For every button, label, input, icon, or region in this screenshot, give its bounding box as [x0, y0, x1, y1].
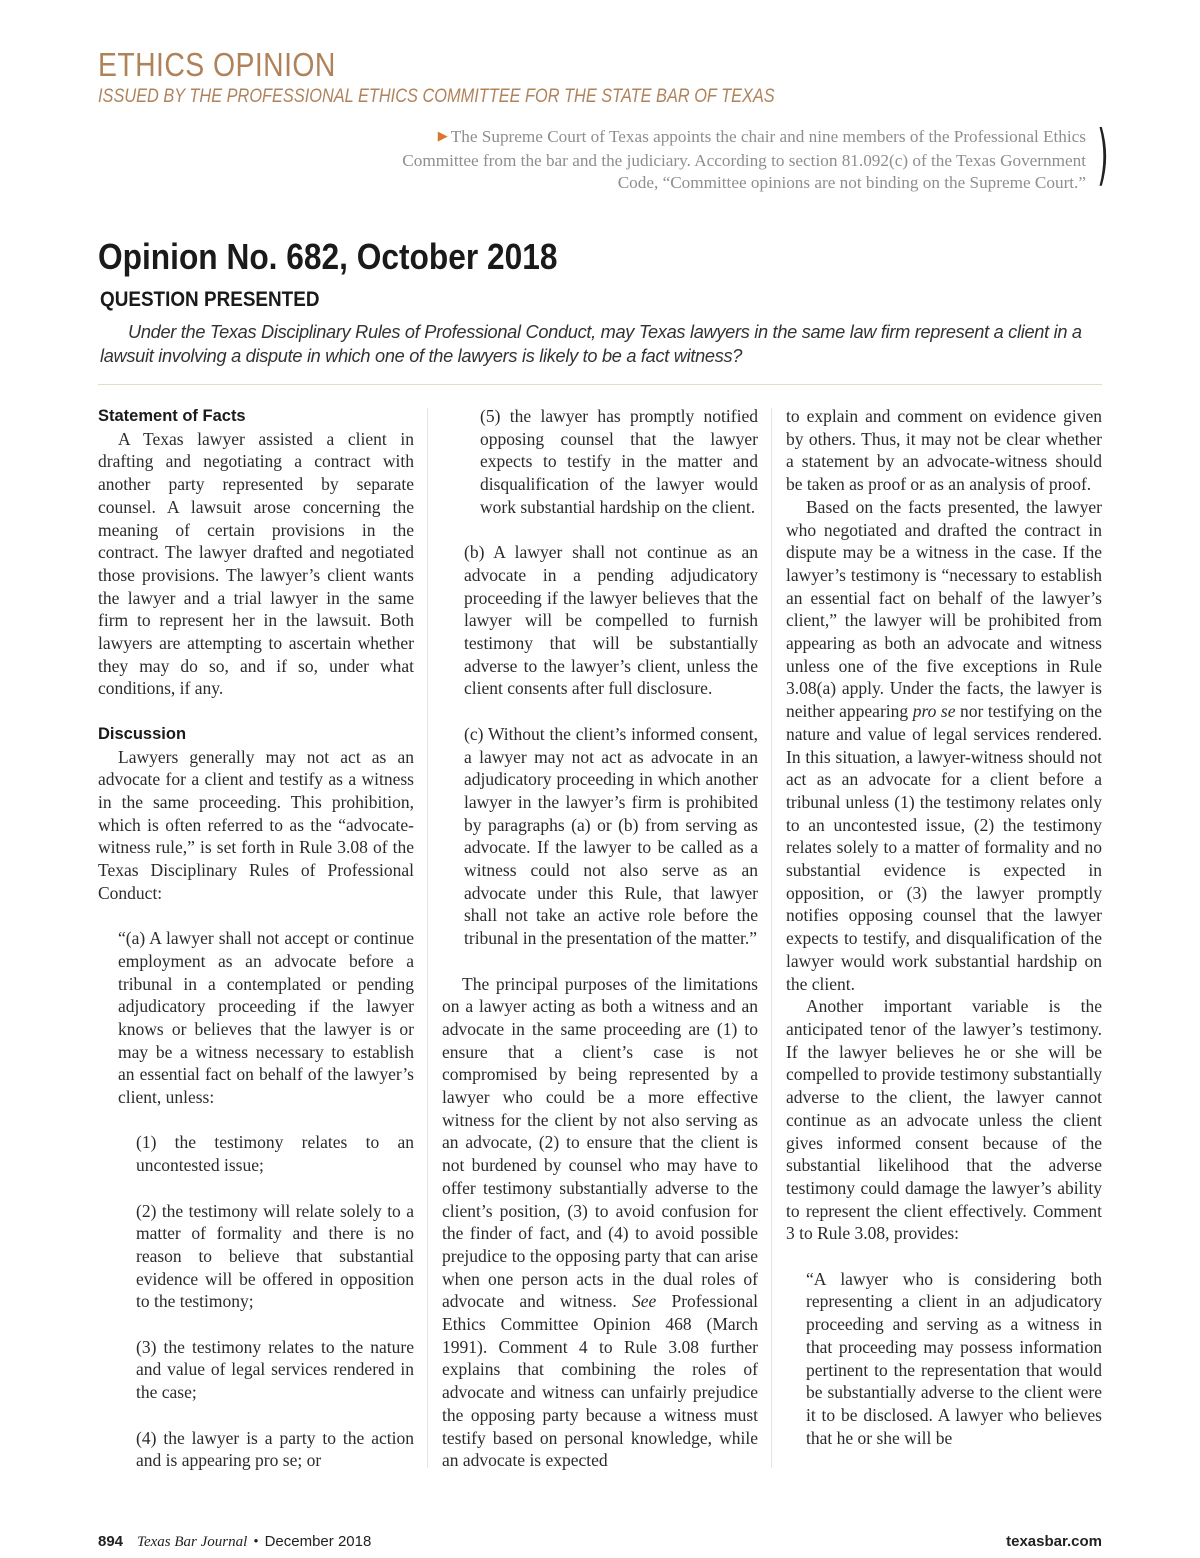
page-number: 894 — [98, 1533, 124, 1550]
continued-paragraph: to explain and comment on evidence given by others. Thus, it may not be clear whether a statement by an advocate-witness should be taken as proof or as an analysis of proof. — [786, 406, 1102, 495]
facts-paragraph: A Texas lawyer assisted a client in drafting and negotiating a contract with another party represented by separate counsel. A lawsuit arose concerning the meaning of certain provisions in the contract. The lawyer drafted and negotiated those provisions. The lawyer’s client wants the lawyer and a trial lawyer in the same firm to represent her in the lawsuit. Both lawyers are attempting to ascertain whether they may do so, and if so, under what conditions, if any. — [98, 428, 414, 699]
column-divider — [771, 408, 772, 1468]
analysis-paragraph: Based on the facts presented, the lawyer who negotiated and drafted the contract in dispute may be a witness in the case. If the lawyer’s testimony is “necessary to establish an essential fact on behalf of the lawyer’s client,” the lawyer will be prohibited from appearing as both an advocate and witness unless one of the five exceptions in Rule 3.08(a) apply. Under the facts, the lawyer is neither appearing pro se nor testifying on the nature and value of legal services rendered. In this situation, a lawyer-witness should not act as an advocate for a client before a tribunal unless (1) the testimony relates only to an uncontested issue, (2) the testimony relates solely to a matter of formality and no substantial evidence is expected in opposition, or (3) the lawyer promptly notifies opposing counsel that the lawyer expects to testify, and disqualification of the lawyer would work substantial hardship on the client. — [786, 496, 1103, 994]
rule-a-item-5: (5) the lawyer has promptly notified opposing counsel that the lawyer expects to testify in the matter and disqualification of the lawyer would work substantial hardship on the client. — [480, 406, 758, 517]
question-heading: QUESTION PRESENTED — [100, 288, 320, 311]
section-subtitle: ISSUED BY THE PROFESSIONAL ETHICS COMMITTEE FOR THE STATE BAR OF TEXAS — [98, 86, 775, 107]
section-label: ETHICS OPINION — [98, 46, 336, 83]
issue-date: December 2018 — [264, 1533, 372, 1550]
facts-heading: Statement of Facts — [98, 407, 246, 425]
committee-notice — [390, 126, 1086, 195]
tenor-paragraph: Another important variable is the anticipated tenor of the lawyer’s testimony. If the lawyer believes he or she will be compelled to provide testimony substantially adverse to the client, the lawyer cannot continue as an advocate unless the client gives informed consent because of the substantial likelihood that the adverse testimony could damage the lawyer’s ability to represent the client effectively. Comment 3 to Rule 3.08, provides: — [786, 996, 1102, 1244]
journal-name: Texas Bar Journal — [137, 1534, 248, 1550]
rule-c-quote: (c) Without the client’s informed consent, a lawyer may not act as advocate in an adjudicatory proceeding in which another lawyer in the lawyer’s firm is prohibited by paragraphs (a) or (b) from serving as advocate. If the lawyer to be called as a witness could not also serve as an advocate under this Rule, that lawyer shall not take an active role before the tribunal in the presentation of the matter.” — [464, 723, 758, 949]
divider — [98, 384, 1102, 385]
comment-3-quote: “A lawyer who is considering both representing a client in an adjudicatory proceeding and serving as a witness in that proceeding may possess information pertinent to the representation that would be substantially adverse to the client were it to be disclosed. A lawyer who believes that he or she will be — [806, 1268, 1102, 1448]
page-header — [98, 46, 1108, 108]
rule-a-item-1: (1) the testimony relates to an uncontested issue; — [136, 1132, 414, 1176]
rule-a-quote: “(a) A lawyer shall not accept or continue employment as an advocate before a tribunal in a contemplated or pending adjudicatory proceeding if the lawyer knows or believes that the lawyer is or may be a witness necessary to establish an essential fact on behalf of the lawyer’s client, unless: — [118, 928, 414, 1108]
rule-a-item-2: (2) the testimony will relate solely to a matter of formality and there is no reason to believe that substantial evidence will be offered in opposition to the testimony; — [136, 1200, 414, 1312]
column-3 — [786, 405, 1102, 1449]
rule-a-item-3: (3) the testimony relates to the nature and value of legal services rendered in the case; — [136, 1336, 414, 1403]
rule-a-item-4: (4) the lawyer is a party to the action and is appearing pro se; or — [136, 1427, 414, 1471]
closing-parenthesis-decoration: ) — [1097, 116, 1109, 193]
purposes-paragraph: The principal purposes of the limitations on a lawyer acting as both a witness and an advocate in the same proceeding are (1) to ensure that a client’s case is not compromised by being represented by a lawyer who could be a more effective witness for the client by not also serving as an advocate, (2) to ensure that the client is not burdened by counsel who may have to offer testimony substantially adverse to the client’s position, (3) to avoid confusion for the finder of fact, and (4) to avoid possible prejudice to the opposing party that can arise when one person acts in the dual roles of advocate and witness. See Professional Ethics Committee Opinion 468 (March 1991). Comment 4 to Rule 3.08 further explains that combining the roles of advocate and witness can unfairly prejudice the opposing party because a witness must testify based on personal knowledge, while an advocate is expected — [442, 973, 758, 1471]
bullet-separator: • — [253, 1534, 259, 1550]
discussion-paragraph: Lawyers generally may not act as an advocate for a client and testify as a witness in the same proceeding. This prohibition, which is often referred to as the “advocate-witness rule,” is set forth in Rule 3.08 of the Texas Disciplinary Rules of Professional Conduct: — [98, 746, 414, 903]
discussion-heading: Discussion — [98, 724, 187, 743]
column-divider — [427, 408, 428, 1468]
column-1 — [98, 405, 414, 1472]
opinion-title: Opinion No. 682, October 2018 — [98, 236, 558, 277]
rule-b-quote: (b) A lawyer shall not continue as an advocate in a pending adjudicatory proceeding if the lawyer believes that the lawyer will be compelled to furnish testimony that will be substantially adverse to the lawyer’s client, unless the client consents after full disclosure. — [464, 542, 758, 699]
column-2 — [442, 405, 758, 1472]
page-footer — [98, 1533, 1102, 1551]
play-arrow-icon: ▶ — [437, 128, 448, 143]
website-link[interactable]: texasbar.com — [1006, 1533, 1102, 1550]
question-text: Under the Texas Disciplinary Rules of Professional Conduct, may Texas lawyers in the same law firm represent a client in a lawsuit involving a dispute in which one of the lawyers is likely to be a fact witness? — [100, 322, 1082, 366]
notice-text: The Supreme Court of Texas appoints the chair and nine members of the Professional Ethics Committee from the bar and the judiciary. According to section 81.092(c) of the Texas Government Code, “Committee opinions are not binding on the Supreme Court.” — [402, 127, 1086, 192]
